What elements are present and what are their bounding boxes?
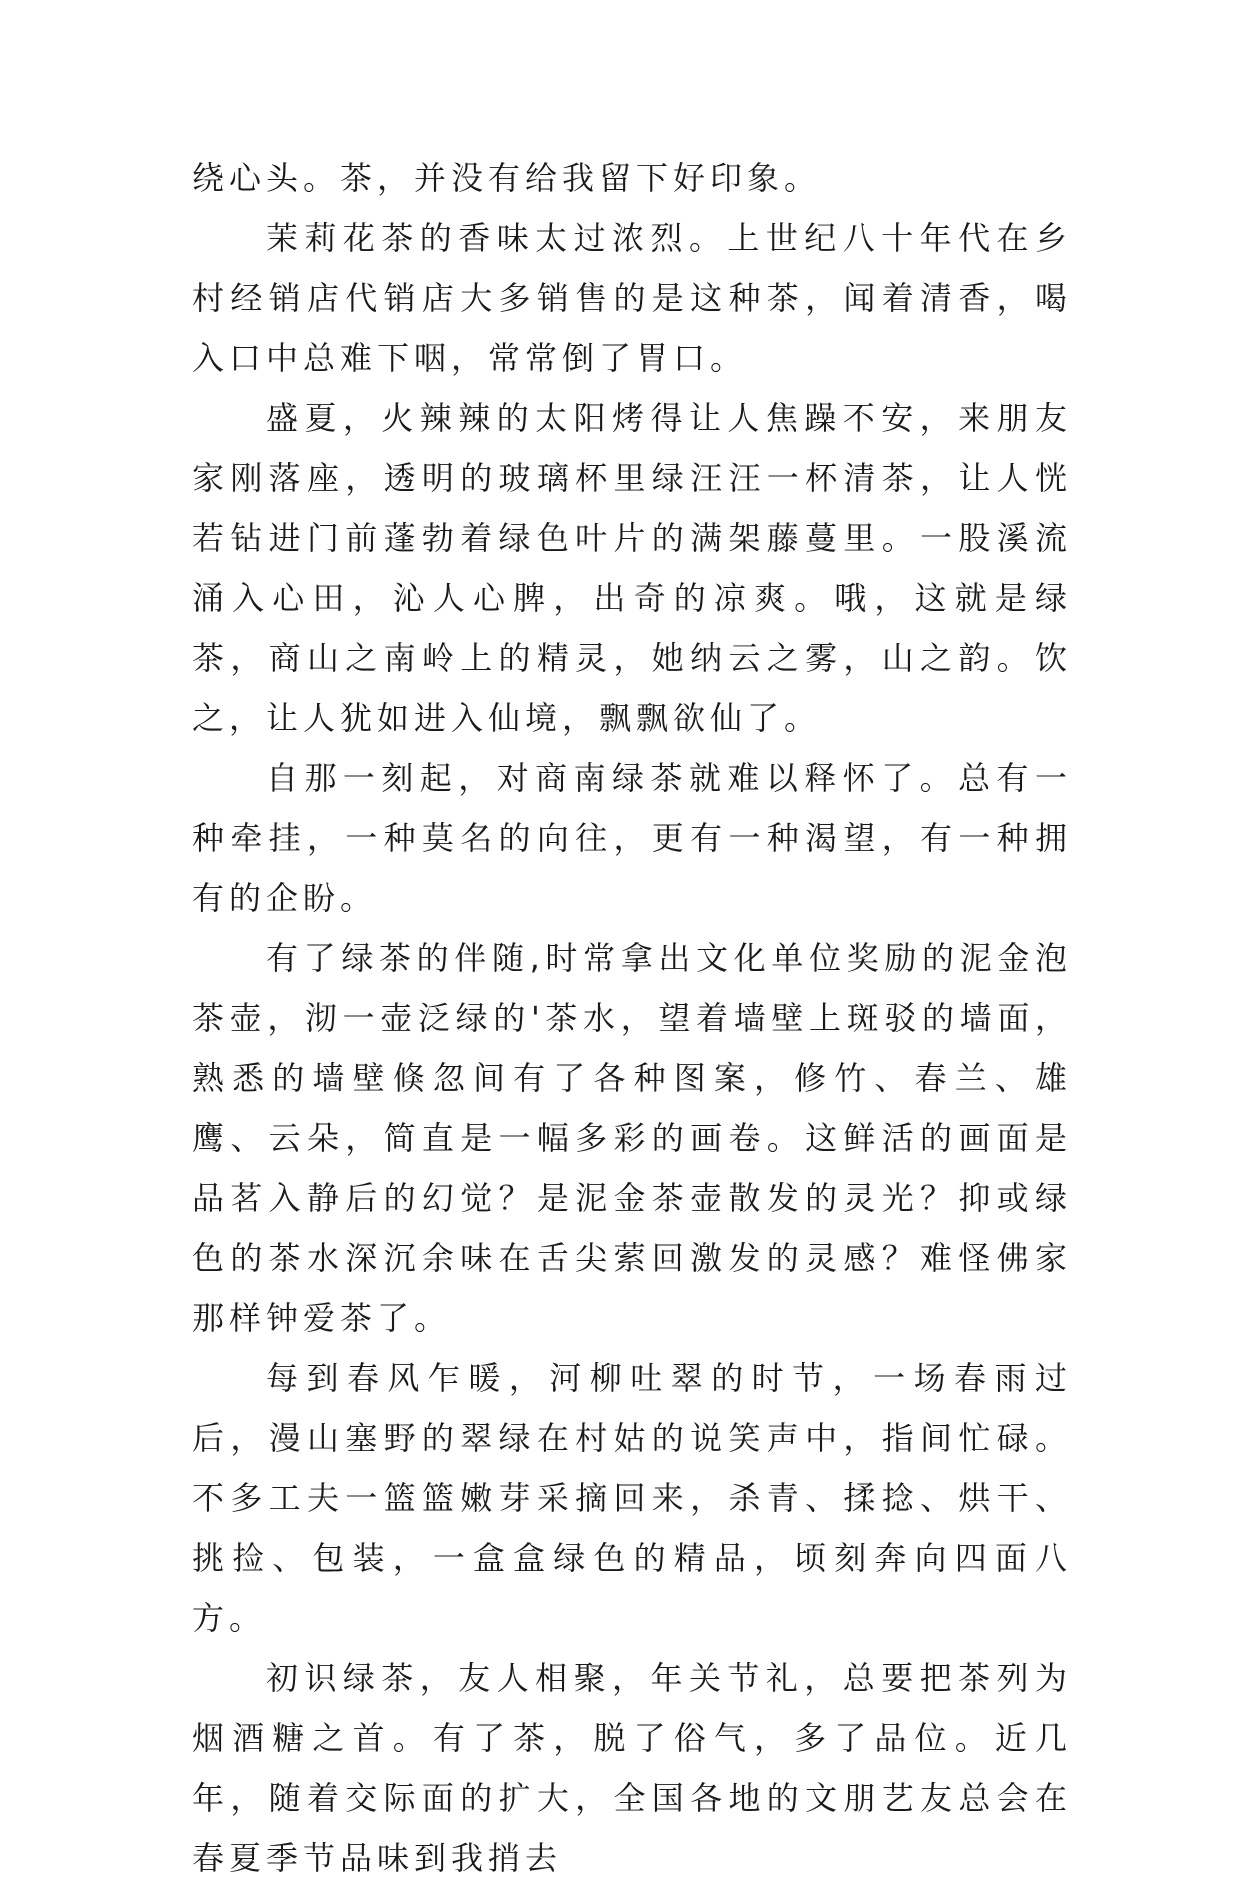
- paragraph-summer-green-tea: 盛夏，火辣辣的太阳烤得让人焦躁不安，来朋友家刚落座，透明的玻璃杯里绿汪汪一杯清茶，让人恍若钻进门前蓬勃着绿色叶片的满架藤蔓里。一股溪流涌入心田，沁人心脾，出奇的凉爽。哦，这就是绿茶，商山之南岭上的精灵，她纳云之雾，山之韵。饮之，让人犹如进入仙境，飘飘欲仙了。: [192, 399, 1072, 737]
- paragraph-teapot: 有了绿茶的伴随,时常拿出文化单位奖励的泥金泡茶壶，沏一壶泛绿的'茶水，望着墙壁上斑驳的墙面，熟悉的墙壁倏忽间有了各种图案，修竹、春兰、雄鹰、云朵，简直是一幅多彩的画卷。这鲜活的画面是品茗入静后的幻觉？是泥金茶壶散发的灵光？抑或绿色的茶水深沉余味在舌尖萦回激发的灵感？难怪佛家那样钟爱茶了。: [192, 939, 1072, 1337]
- paragraph-continuation: 绕心头。茶，并没有给我留下好印象。: [192, 159, 822, 197]
- paragraph-spring-picking: 每到春风乍暖，河柳吐翠的时节，一场春雨过后，漫山塞野的翠绿在村姑的说笑声中，指间忙碌。不多工夫一篮篮嫩芽采摘回来，杀青、揉捻、烘干、挑捡、包装，一盒盒绿色的精品，顷刻奔向四面八方。: [192, 1359, 1072, 1637]
- paragraph-gifts: 初识绿茶，友人相聚，年关节礼，总要把茶列为烟酒糖之首。有了茶，脱了俗气，多了品位。近几年，随着交际面的扩大，全国各地的文朋艺友总会在春夏季节品味到我捎去: [192, 1659, 1072, 1877]
- paragraph-jasmine-tea: 茉莉花茶的香味太过浓烈。上世纪八十年代在乡村经销店代销店大多销售的是这种茶，闻着清香，喝入口中总难下咽，常常倒了胃口。: [192, 219, 1072, 377]
- document-body: [192, 148, 1072, 1888]
- paragraph-longing: 自那一刻起，对商南绿茶就难以释怀了。总有一种牵挂，一种莫名的向往，更有一种渴望，有一种拥有的企盼。: [192, 759, 1072, 917]
